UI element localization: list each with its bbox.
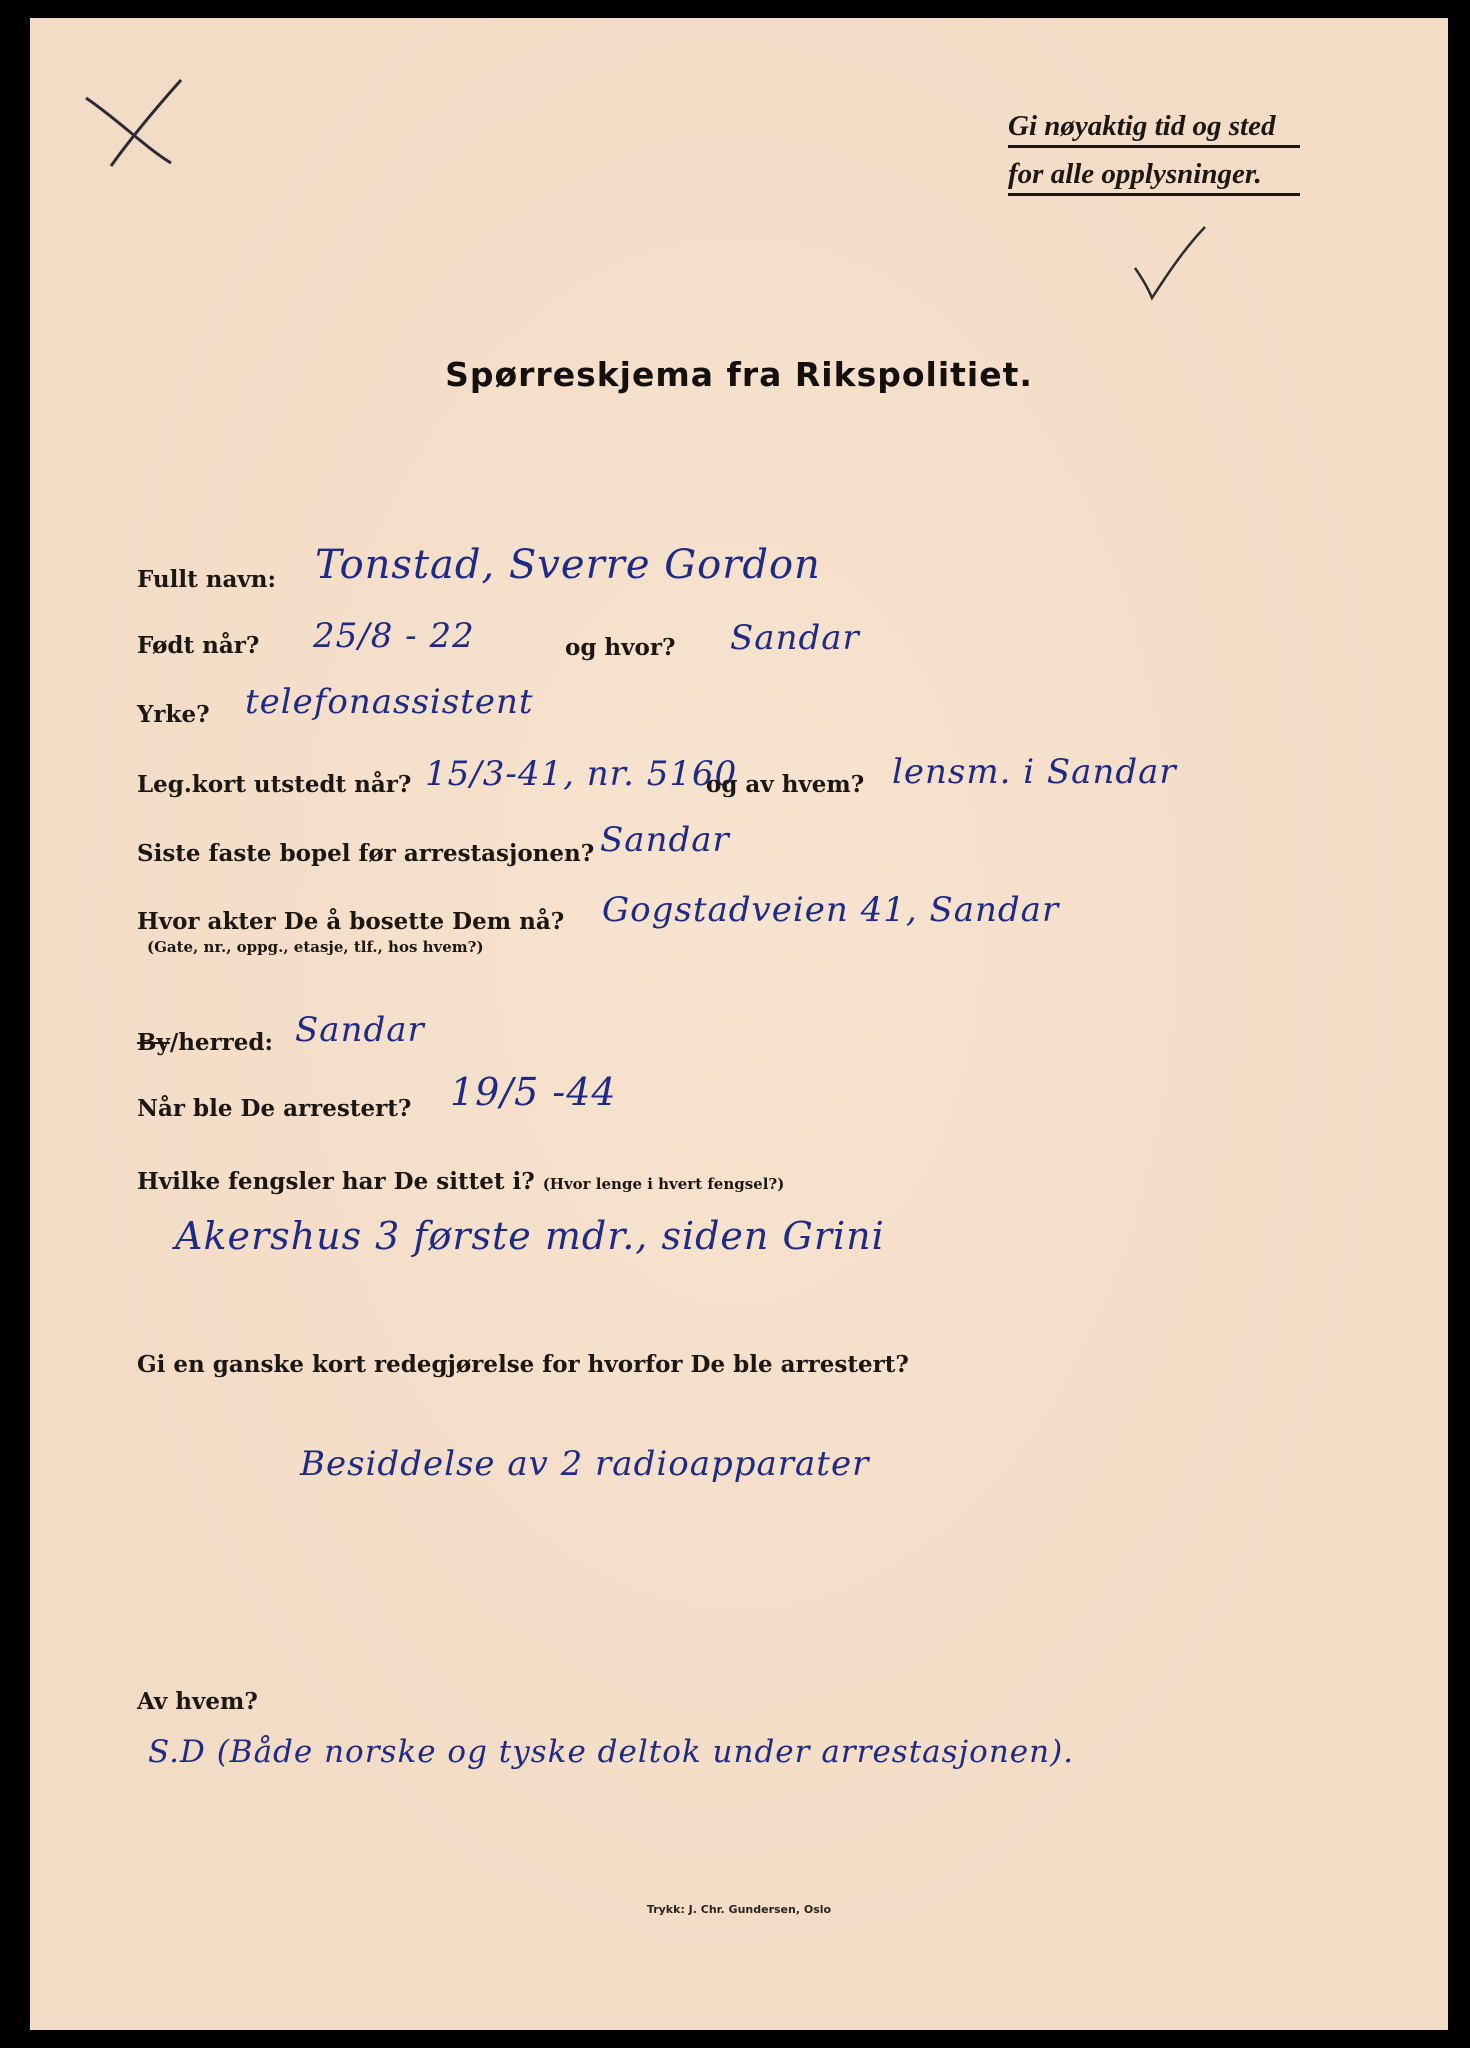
value-fengsler: Akershus 3 første mdr., siden Grini — [175, 1214, 885, 1258]
label-arrestert: Når ble De arrestert? — [137, 1095, 412, 1122]
label-siste-bopel: Siste faste bopel før arrestasjonen? — [137, 840, 595, 867]
value-av-hvem-legkort: lensm. i Sandar — [892, 752, 1177, 792]
label-herred — [137, 1029, 273, 1056]
instruction-note — [1008, 110, 1300, 206]
check-mark-icon — [1130, 223, 1210, 303]
value-yrke: telefonassistent — [245, 682, 534, 722]
value-og-hvor: Sandar — [730, 618, 860, 658]
value-arrestert: 19/5 -44 — [450, 1070, 617, 1114]
label-av-hvem: Av hvem? — [137, 1688, 258, 1715]
label-yrke: Yrke? — [137, 701, 210, 728]
value-fodt-naar: 25/8 - 22 — [313, 616, 475, 656]
form-title: Spørreskjema fra Rikspolitiet. — [445, 355, 1033, 394]
sublabel-fengsler: (Hvor lenge i hvert fengsel?) — [542, 1175, 785, 1193]
label-fodt-naar: Født når? — [137, 632, 260, 659]
form-page — [30, 18, 1448, 2030]
label-herred-text: /herred: — [169, 1029, 274, 1056]
label-bosette: Hvor akter De å bosette Dem nå? — [137, 908, 565, 935]
instruction-line-1: Gi nøyaktig tid og sted — [1008, 110, 1300, 148]
label-fullt-navn: Fullt navn: — [137, 566, 276, 593]
value-legkort: 15/3-41, nr. 5160 — [425, 754, 738, 794]
label-by-struck: By — [137, 1029, 170, 1056]
label-hvorfor: Gi en ganske kort redegjørelse for hvorfor De ble arrestert? — [137, 1351, 909, 1378]
value-bosette: Gogstadveien 41, Sandar — [602, 890, 1060, 930]
sublabel-bosette: (Gate, nr., oppg., etasje, tlf., hos hvem?) — [147, 938, 484, 956]
label-og-hvor: og hvor? — [565, 634, 676, 661]
value-av-hvem: S.D (Både norske og tyske deltok under arrestasjonen). — [148, 1734, 1075, 1770]
label-av-hvem-legkort: og av hvem? — [706, 771, 865, 798]
value-hvorfor: Besiddelse av 2 radioapparater — [300, 1444, 870, 1484]
label-fengsler — [137, 1168, 784, 1195]
label-legkort: Leg.kort utstedt når? — [137, 771, 412, 798]
label-fengsler-text: Hvilke fengsler har De sittet i? — [137, 1168, 535, 1195]
value-fullt-navn: Tonstad, Sverre Gordon — [315, 542, 821, 588]
value-herred: Sandar — [295, 1010, 425, 1050]
value-siste-bopel: Sandar — [600, 820, 730, 860]
instruction-line-2: for alle opplysninger. — [1008, 158, 1300, 196]
printer-imprint: Trykk: J. Chr. Gundersen, Oslo — [646, 1903, 832, 1916]
cross-mark-icon — [76, 78, 186, 168]
